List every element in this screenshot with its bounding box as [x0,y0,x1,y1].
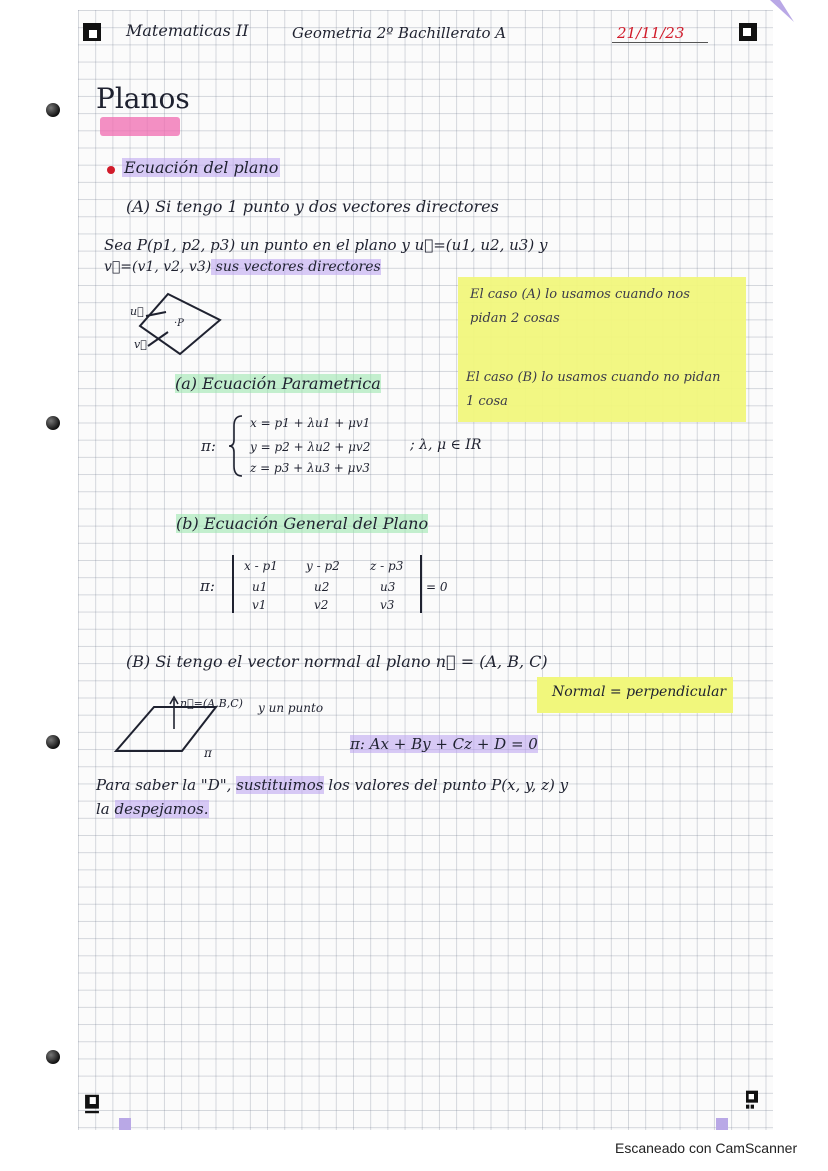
binder-hole [46,735,60,749]
corner-marker-bottom-right [742,1090,762,1110]
parametric-pi: π: [201,437,216,455]
binder-hole [46,1050,60,1064]
case-a-heading: (A) Si tengo 1 punto y dos vectores directores [126,197,499,216]
case-a-line2 [104,259,381,275]
camscanner-watermark: Escaneado con CamScanner [615,1140,798,1156]
sketch-vector-v: v⃗ [134,338,147,351]
closing-substitute: sustituimos [236,776,324,794]
corner-decoration [770,0,828,24]
parametric-eq-z: z = p3 + λu3 + μv3 [250,461,370,475]
corner-marker-top-left [82,22,102,42]
closing-isolate: despejamos. [114,800,209,818]
sketch-point-text: y un punto [258,701,324,715]
note-case-a: El caso (A) lo usamos cuando nos pidan 2 cosas [470,287,690,326]
determinant-bar-left [232,555,234,613]
general-heading-text: (b) Ecuación General del Plano [176,514,429,533]
general-equation [350,735,538,753]
date-underline [612,42,708,43]
case-b-heading-text: (B) Si tengo el vector normal al plano [126,652,436,671]
sketch-normal-label: n⃗=(A,B,C) [180,697,243,710]
closing-line1-start: Para saber la "D", [96,776,237,794]
purple-square-right [716,1118,728,1130]
det-r2c1: u1 [252,580,268,594]
det-r1c3: z - p3 [370,559,404,573]
parametric-eq-y: y = p2 + λu2 + μv2 [250,440,371,454]
det-r1c2: y - p2 [306,559,340,573]
case-a-vector-u: u⃗=(u1, u2, u3) [414,236,535,254]
parametric-domain: ; λ, μ ∈ IR [410,437,482,453]
grid-paper [78,10,773,1130]
normal-note: Normal = perpendicular [552,684,727,700]
parametric-heading [175,374,381,393]
parametric-eq-x: x = p1 + λu1 + μv1 [250,416,371,430]
case-b-normal-vector: n⃗ = (A, B, C) [435,652,548,671]
corner-marker-bottom-left [82,1094,102,1114]
closing-line1 [96,776,568,794]
page-title: Planos [96,82,190,115]
header-topic: Geometria 2º Bachillerato A [292,24,507,42]
det-r2c2: u2 [314,580,330,594]
closing-line1-end: los valores del punto P(x, y, z) y [323,776,569,794]
sketch-point-p: ·P [174,318,184,329]
case-a-vector-v: v⃗=(v1, v2, v3) [104,259,212,275]
general-pi: π: [200,577,215,595]
det-r3c3: v3 [380,598,395,612]
case-a-line1-text: Sea P(p1, p2, p3) un punto en el plano y [104,236,415,254]
general-heading [176,514,428,533]
header-date: 21/11/23 [617,24,685,42]
sketch-vector-u: u⃗ [130,305,144,318]
parametric-heading-text: (a) Ecuación Parametrica [175,374,381,393]
det-r1c1: x - p1 [244,559,278,573]
purple-square-left [119,1118,131,1130]
sketch-pi-label: π [204,746,212,760]
section-bullet [107,166,115,174]
closing-line2-start: la [96,800,115,818]
binder-hole [46,103,60,117]
det-r3c1: v1 [252,598,267,612]
closing-line2 [96,800,209,818]
binder-hole [46,416,60,430]
determinant-bar-right [420,555,422,613]
title-highlight [100,117,180,136]
note-case-b: El caso (B) lo usamos cuando no pidan 1 cosa [466,370,721,409]
general-equation-text: π: Ax + By + Cz + D = 0 [350,735,538,753]
corner-marker-top-right [738,22,758,42]
det-r3c2: v2 [314,598,329,612]
header-subject: Matematicas II [126,21,249,40]
parametric-brace [228,414,244,478]
section-heading: Ecuación del plano [124,158,279,177]
det-r2c3: u3 [380,580,396,594]
det-equals-zero: = 0 [426,580,448,594]
case-a-line1-end: y [534,236,548,254]
case-a-line1 [104,236,547,254]
case-a-line2-text: sus vectores directores [211,259,381,275]
case-b-heading [126,652,548,671]
